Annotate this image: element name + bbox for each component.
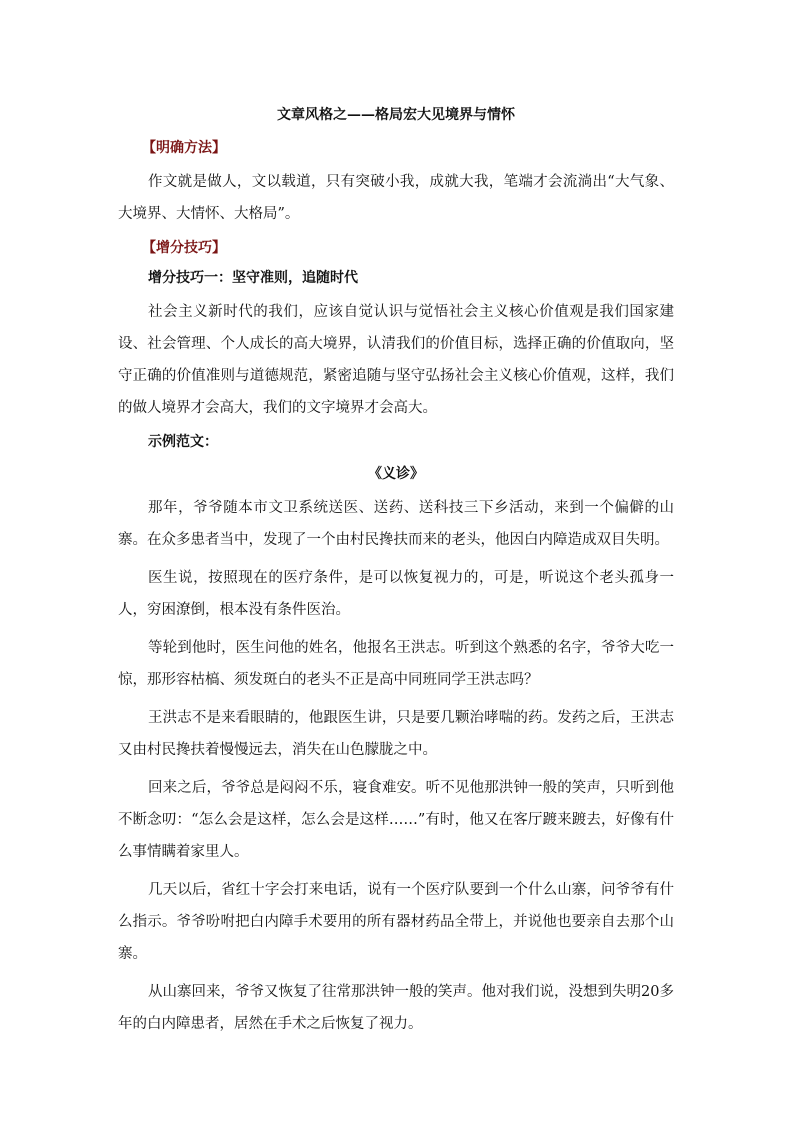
example-label: 示例范文： <box>148 434 218 450</box>
essay-paragraph: 从山寨回来，爷爷又恢复了往常那洪钟一般的笑声。他对我们说，没想到失明20多年的白内障患者，居然在手术之后恢复了视力。 <box>118 984 674 1032</box>
essay-paragraph: 回来之后，爷爷总是闷闷不乐，寝食难安。听不见他那洪钟一般的笑声，只听到他不断念叨：“怎么会是这样，怎么会是这样……”有时，他又在客厅踱来踱去，好像有什么事情瞒着家里人。 <box>118 780 674 860</box>
method-paragraph: 作文就是做人，文以载道，只有突破小我，成就大我，笔端才会流淌出“大气象、大境界、大情怀、大格局”。 <box>118 174 674 222</box>
essay-paragraph: 那年，爷爷随本市文卫系统送医、送药、送科技三下乡活动，来到一个偏僻的山寨。在众多患者当中，发现了一个由村民搀扶而来的老头，他因白内障造成双目失明。 <box>118 500 674 548</box>
tip-one-paragraph: 社会主义新时代的我们，应该自觉认识与觉悟社会主义核心价值观是我们国家建设、社会管理、个人成长的高大境界，认清我们的价值目标，选择正确的价值取向，坚守正确的价值准则与道德规范，紧密追随与坚守弘扬社会主义核心价值观，这样，我们的做人境界才会高大，我们的文字境界才会高大。 <box>118 304 674 416</box>
essay-paragraph: 几天以后，省红十字会打来电话，说有一个医疗队要到一个什么山寨，问爷爷有什么指示。爷爷吩咐把白内障手术要用的所有器材药品全带上，并说他也要亲自去那个山寨。 <box>118 882 674 962</box>
essay-paragraph: 王洪志不是来看眼睛的，他跟医生讲，只是要几颗治哮喘的药。发药之后，王洪志又由村民搀扶着慢慢远去，消失在山色朦胧之中。 <box>118 710 674 758</box>
section-heading-tips: 【增分技巧】 <box>142 240 226 256</box>
essay-paragraph: 等轮到他时，医生问他的姓名，他报名王洪志。听到这个熟悉的名字，爷爷大吃一惊，那形容枯槁、须发斑白的老头不正是高中同班同学王洪志吗？ <box>118 640 674 688</box>
section-heading-method: 【明确方法】 <box>142 140 226 156</box>
document-title: 文章风格之——格局宏大见境界与情怀 <box>277 107 515 123</box>
tip-one-subheading: 增分技巧一：坚守准则，追随时代 <box>148 270 358 286</box>
essay-paragraph: 医生说，按照现在的医疗条件，是可以恢复视力的，可是，听说这个老头孤身一人，穷困潦倒，根本没有条件医治。 <box>118 570 674 618</box>
essay-title: 《义诊》 <box>368 466 424 482</box>
